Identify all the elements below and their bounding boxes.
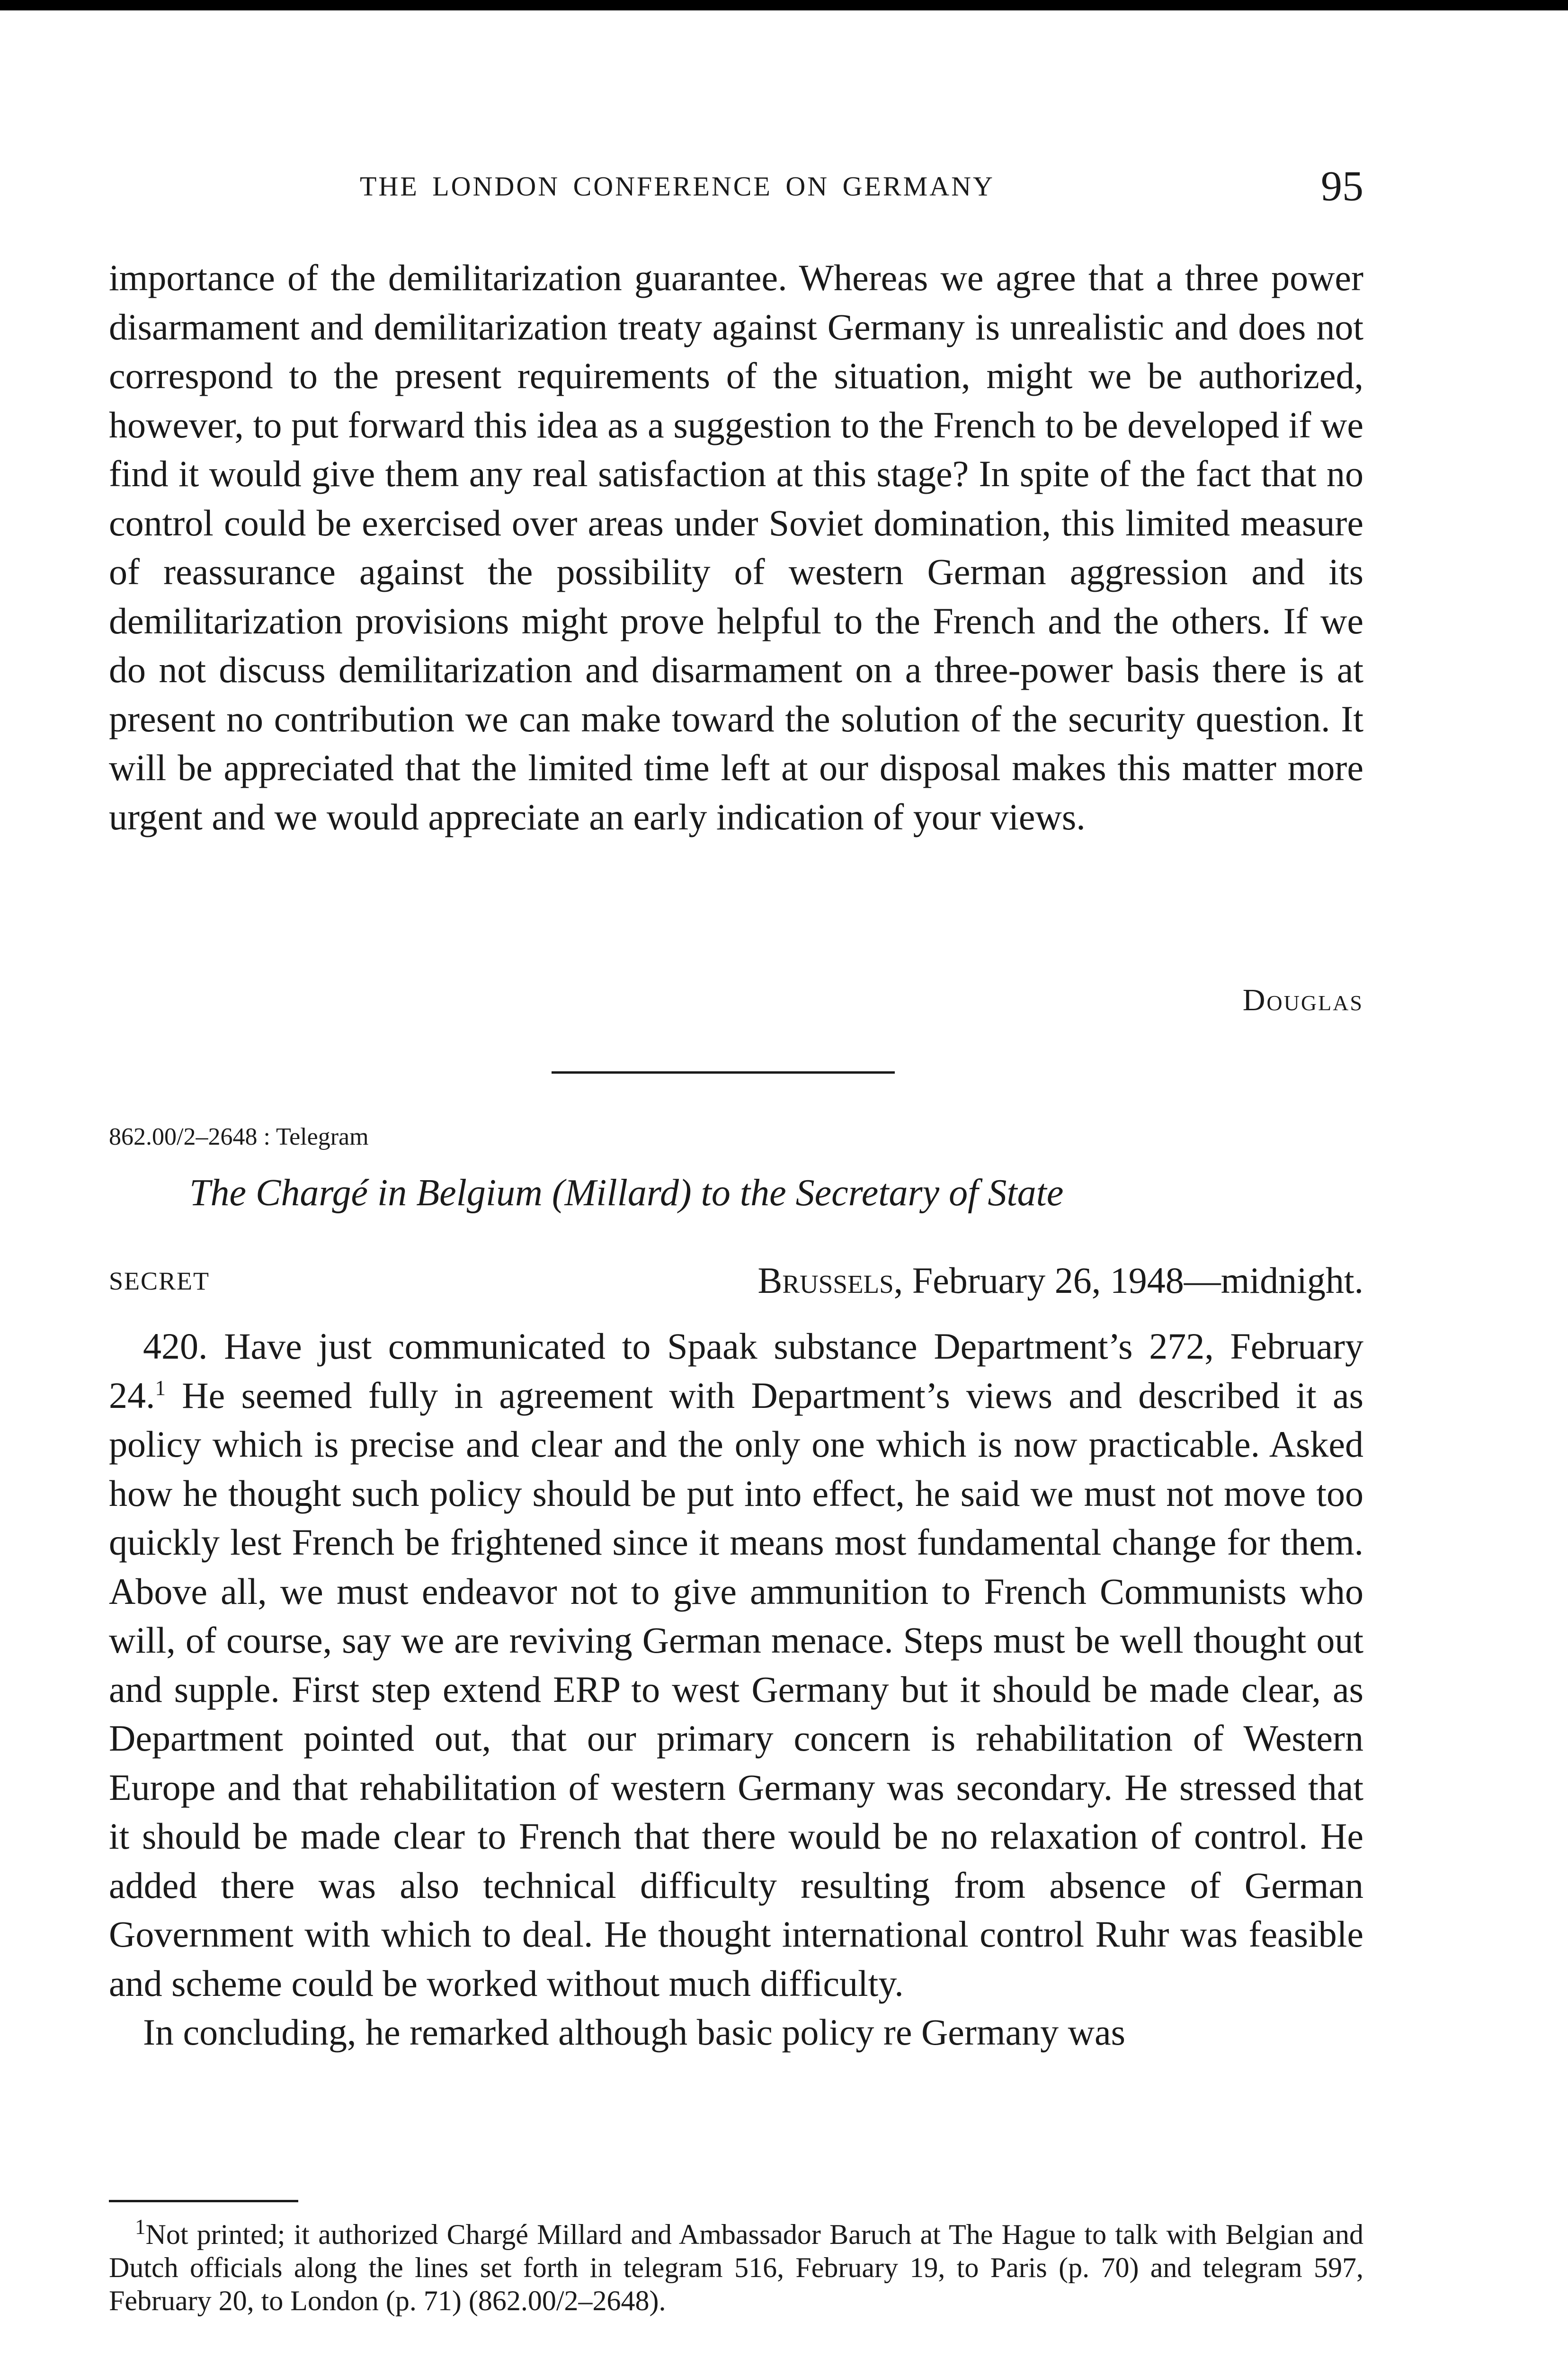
footnote-rule — [109, 2200, 298, 2202]
dateline — [757, 1259, 1363, 1302]
running-head — [109, 163, 1363, 213]
footnote-text: Not printed; it authorized Chargé Millard and Ambassador Baruch at The Hague to talk with Belgian and Dutch officials along the lines set forth in telegram 516, February 19, to Paris (p. 70) and telegram 597, February 20, to London (p. 71) (862.00/2–2648). — [109, 2219, 1363, 2316]
footnote-reference: 1 — [155, 1376, 166, 1400]
telegram-paragraph-1 — [109, 1322, 1363, 2008]
telegram-body — [109, 1322, 1363, 2057]
telegram-paragraph-2: In concluding, he remarked although basic policy re Germany was — [143, 2011, 1125, 2053]
continued-text-block — [109, 253, 1363, 841]
scan-top-border — [0, 0, 1568, 10]
document-title — [189, 1172, 1063, 1215]
telegram-paragraph-1-start: 420. Have just communicated to Spaak substance Department’s 272, February 24. — [109, 1326, 1363, 1416]
dateline-date: , February 26, 1948—midnight. — [893, 1260, 1363, 1301]
document-title-part2: ) to the Secretary of State — [678, 1172, 1064, 1214]
document-title-name: Millard — [564, 1172, 679, 1214]
page-number: 95 — [1321, 163, 1363, 210]
continued-paragraph: importance of the demilitarization guarantee. Whereas we agree that a three power disarmament and demilitarization treaty against Germany is unrealistic and does not correspond to the present requirements of the situation, might we be authorized, however, to put forward this idea as a suggestion to the French to be developed if we find it would give them any real satisfaction at this stage? In spite of the fact that no control could be exercised over areas under Soviet domination, this limited measure of reassurance against the possibility of western German aggression and its demilitarization provisions might prove helpful to the French and the others. If we do not discuss demilitarization and disarmament on a three-power basis there is at present no contribution we can make toward the solution of the security question. It will be appreciated that the limited time left at our disposal makes this matter more urgent and we would appreciate an early indication of your views. — [109, 257, 1363, 837]
running-title: THE LONDON CONFERENCE ON GERMANY — [360, 171, 995, 202]
footnote-marker: 1 — [135, 2215, 146, 2239]
classification-label: SECRET — [109, 1267, 210, 1295]
signature: Douglas — [1242, 983, 1363, 1017]
telegram-paragraph-1-rest: He seemed fully in agreement with Department’s views and described it as policy which is precise and clear and the only one which is now practicable. Asked how he thought such policy should be put into effect, he said we must not move too quickly lest French be frightened since it means most fundamental change for them. Above all, we must endeavor not to give ammunition to French Communists who will, of course, say we are reviving German menace. Steps must be well thought out and supple. First step extend ERP to west Germany but it should be made clear, as Department pointed out, that our primary concern is rehabilitation of Western Europe and that rehabilitation of western Germany was secondary. He stressed that it should be made clear to French that there would be no relaxation of control. He added there was also technical difficulty resulting from absence of German Government with which to deal. He thought international control Ruhr was feasible and scheme could be worked without much difficulty. — [109, 1374, 1363, 2004]
document-title-part1: The Chargé in Belgium ( — [189, 1172, 565, 1214]
section-divider — [552, 1071, 895, 1074]
footnote — [109, 2215, 1363, 2317]
file-reference: 862.00/2–2648 : Telegram — [109, 1123, 369, 1150]
dateline-city: Brussels — [757, 1260, 894, 1301]
